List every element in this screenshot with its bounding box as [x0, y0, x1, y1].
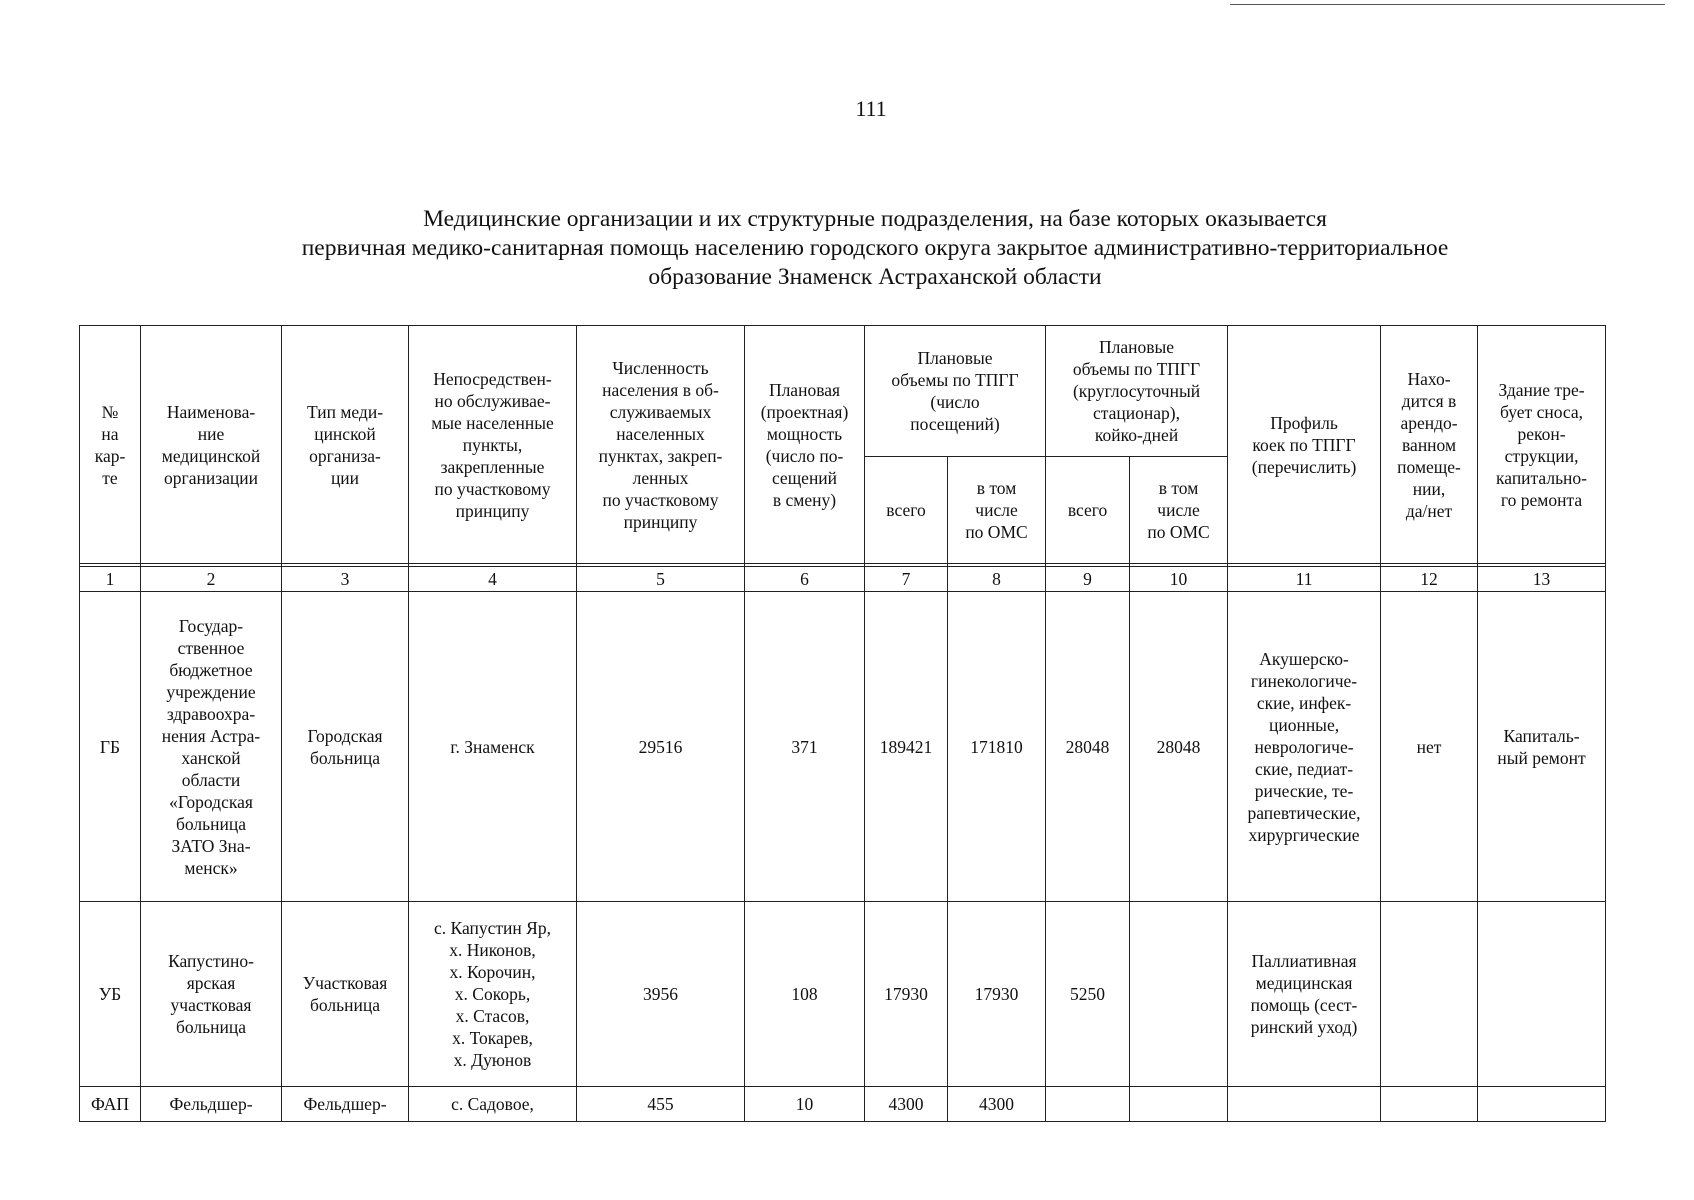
page-number: 111 [855, 96, 887, 121]
cell-visits-oms: 17930 [948, 902, 1046, 1087]
header-rented: Нахо- дится в арендо- ванном помеще- нии, да/нет [1381, 326, 1478, 564]
header-map-number: № на кар- те [80, 326, 141, 564]
cell-beddays-oms [1130, 902, 1228, 1087]
top-rule [1230, 4, 1665, 5]
column-number: 10 [1130, 567, 1228, 592]
cell-beddays-total: 5250 [1046, 902, 1130, 1087]
column-number: 9 [1046, 567, 1130, 592]
cell-visits-total: 189421 [865, 592, 948, 902]
cell-building: Капиталь- ный ремонт [1478, 592, 1606, 902]
column-number: 5 [577, 567, 745, 592]
cell-visits-oms: 4300 [948, 1087, 1046, 1122]
cell-settlements: с. Садовое, [409, 1087, 577, 1122]
header-beddays-oms: в том числе по ОМС [1130, 457, 1228, 564]
cell-org-type: Участковая больница [282, 902, 409, 1087]
header-bed-profile: Профиль коек по ТПГГ (перечислить) [1228, 326, 1381, 564]
cell-org-name: Фельдшер- [141, 1087, 282, 1122]
cell-settlements: г. Знаменск [409, 592, 577, 902]
cell-capacity: 108 [745, 902, 865, 1087]
cell-capacity: 10 [745, 1087, 865, 1122]
cell-beddays-oms [1130, 1087, 1228, 1122]
header-group-visits: Плановые объемы по ТПГГ (число посещений) [865, 326, 1046, 457]
cell-code: ФАП [80, 1087, 141, 1122]
cell-rented: нет [1381, 592, 1478, 902]
column-number: 8 [948, 567, 1046, 592]
title-line-1: Медицинские организации и их структурные подразделения, на базе которых оказывается [423, 206, 1327, 232]
header-population: Численность населения в об- служиваемых населенных пунктах, закреп- ленных по участковому принципу [577, 326, 745, 564]
column-number: 2 [141, 567, 282, 592]
cell-capacity: 371 [745, 592, 865, 902]
cell-visits-total: 17930 [865, 902, 948, 1087]
cell-population: 29516 [577, 592, 745, 902]
column-numbers-row [80, 567, 1606, 592]
column-number: 1 [80, 567, 141, 592]
column-number: 6 [745, 567, 865, 592]
cell-bed-profile: Паллиативная медицинская помощь (сест- ринский уход) [1228, 902, 1381, 1087]
cell-code: УБ [80, 902, 141, 1087]
table-row [80, 902, 1606, 1087]
column-number: 11 [1228, 567, 1381, 592]
cell-bed-profile [1228, 1087, 1381, 1122]
header-settlements: Непосредствен- но обслуживае- мые населенные пункты, закрепленные по участковому принципу [409, 326, 577, 564]
cell-building [1478, 902, 1606, 1087]
cell-population: 3956 [577, 902, 745, 1087]
cell-beddays-oms: 28048 [1130, 592, 1228, 902]
cell-org-type: Городская больница [282, 592, 409, 902]
column-number: 13 [1478, 567, 1606, 592]
cell-beddays-total [1046, 1087, 1130, 1122]
medical-organizations-table [79, 325, 1606, 1122]
header-building: Здание тре- бует сноса, рекон- струкции, капитально- го ремонта [1478, 326, 1606, 564]
cell-building [1478, 1087, 1606, 1122]
cell-population: 455 [577, 1087, 745, 1122]
cell-visits-total: 4300 [865, 1087, 948, 1122]
table-row [80, 1087, 1606, 1122]
column-number: 4 [409, 567, 577, 592]
cell-visits-oms: 171810 [948, 592, 1046, 902]
column-number: 3 [282, 567, 409, 592]
header-org-type: Тип меди- цинской организа- ции [282, 326, 409, 564]
cell-bed-profile: Акушерско- гинекологиче- ские, инфек- ционные, неврологиче- ские, педиат- рические, те- рапевтические, хирургические [1228, 592, 1381, 902]
header-visits-oms: в том числе по ОМС [948, 457, 1046, 564]
cell-rented [1381, 902, 1478, 1087]
header-beddays-total: всего [1046, 457, 1130, 564]
cell-beddays-total: 28048 [1046, 592, 1130, 902]
column-number: 7 [865, 567, 948, 592]
cell-code: ГБ [80, 592, 141, 902]
cell-rented [1381, 1087, 1478, 1122]
title-line-2: первичная медико-санитарная помощь населению городского округа закрытое административно-территориальное [301, 235, 1449, 261]
header-org-name: Наименова- ние медицинской организации [141, 326, 282, 564]
cell-org-name: Капустино- ярская участковая больница [141, 902, 282, 1087]
header-visits-total: всего [865, 457, 948, 564]
title-line-3: образование Знаменск Астраханской области [648, 264, 1102, 290]
document-title [150, 205, 1600, 292]
column-number: 12 [1381, 567, 1478, 592]
header-group-bed-days: Плановые объемы по ТПГГ (круглосуточный стационар), койко-дней [1046, 326, 1228, 457]
table-row [80, 592, 1606, 902]
cell-settlements: с. Капустин Яр, х. Никонов, х. Корочин, х. Сокорь, х. Стасов, х. Токарев, х. Дуюнов [409, 902, 577, 1087]
cell-org-type: Фельдшер- [282, 1087, 409, 1122]
cell-org-name: Государ- ственное бюджетное учреждение здравоохра- нения Астра- ханской области «Городская больница ЗАТО Зна- менск» [141, 592, 282, 902]
header-capacity: Плановая (проектная) мощность (число по- сещений в смену) [745, 326, 865, 564]
